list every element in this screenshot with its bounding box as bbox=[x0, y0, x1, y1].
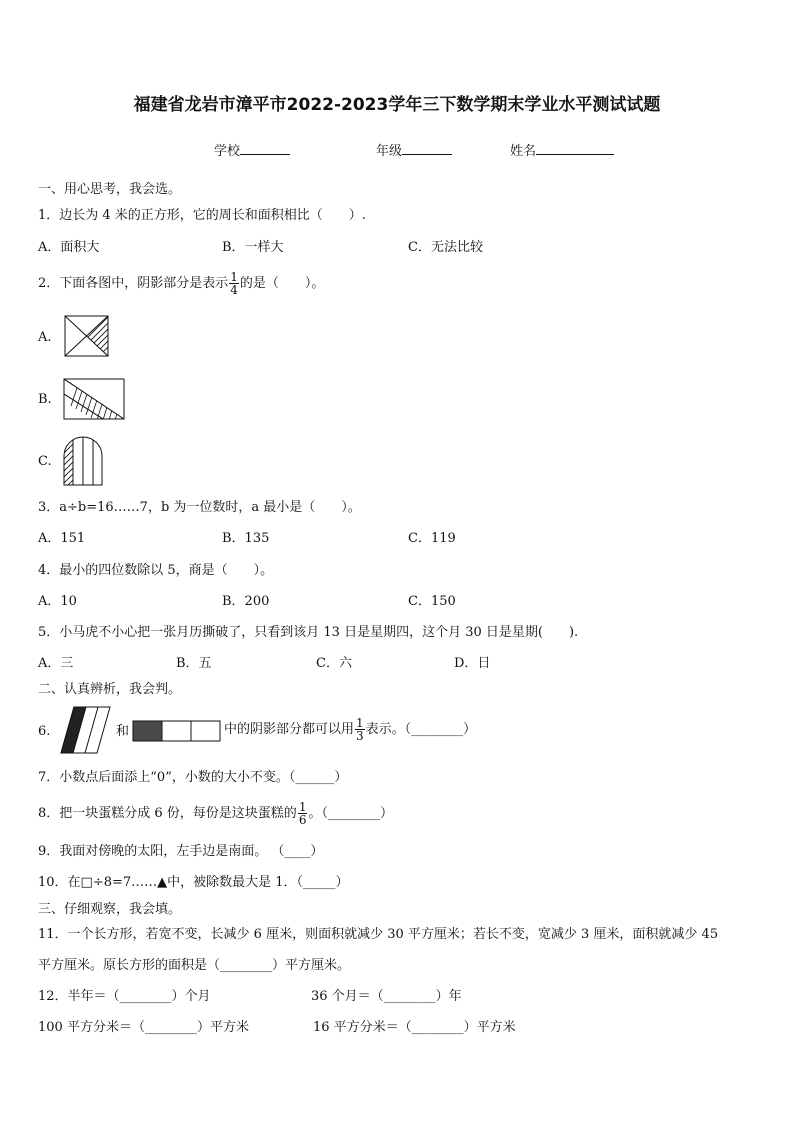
q6-figure-bar bbox=[132, 720, 222, 742]
q12-part-a: 12．半年＝（________）个月 bbox=[38, 989, 211, 1004]
q1-option-a[interactable]: A．面积大 bbox=[38, 240, 100, 255]
q5-text: 5．小马虎不小心把一张月历撕破了，只看到该月 13 日是星期四，这个月 30 日是星期( ). bbox=[38, 625, 579, 640]
q3-option-a[interactable]: A．151 bbox=[38, 531, 86, 546]
q9-text: 9．我面对傍晚的太阳，左手边是南面。 （____） bbox=[38, 844, 324, 859]
q1-option-c[interactable]: C．无法比较 bbox=[408, 240, 483, 255]
q12-part-c: 100 平方分米＝（________）平方米 bbox=[38, 1020, 249, 1035]
q11-line-1: 11．一个长方形，若宽不变，长减少 6 厘米，则面积就减少 30 平方厘米；若长不变，宽减少 3 厘米，面积就减少 45 bbox=[38, 927, 719, 942]
q6-text-mid: 中的阴影部分都可以用 bbox=[224, 722, 355, 737]
q2-fraction bbox=[229, 271, 239, 296]
q2-figure-b bbox=[63, 378, 126, 420]
q6-text bbox=[224, 712, 476, 748]
q5-option-a[interactable]: A．三 bbox=[38, 656, 74, 671]
q6-label: 6. bbox=[38, 724, 51, 739]
q5-option-b[interactable]: B．五 bbox=[176, 656, 212, 671]
q8-fraction bbox=[298, 801, 308, 826]
q6-text-post: 表示。（________） bbox=[365, 722, 477, 737]
grade-field bbox=[376, 142, 452, 160]
q2-option-c[interactable]: C. bbox=[38, 454, 52, 469]
q8-text-pre: 8．把一块蛋糕分成 6 份，每份是这块蛋糕的 bbox=[38, 806, 297, 821]
grade-label: 年级 bbox=[376, 144, 403, 159]
q10-text: 10．在□÷8=7……▲中，被除数最大是 1．（_____） bbox=[38, 875, 349, 890]
q5-option-d[interactable]: D．日 bbox=[454, 656, 491, 671]
q6-figure-parallelogram bbox=[60, 706, 112, 754]
q5-option-c[interactable]: C．六 bbox=[316, 656, 352, 671]
q2-fraction-denominator: 4 bbox=[230, 283, 238, 297]
q4-option-c[interactable]: C．150 bbox=[408, 594, 456, 609]
q2-text-pre: 2．下面各图中，阴影部分是表示 bbox=[38, 276, 229, 291]
q8-fraction-denominator: 6 bbox=[298, 813, 307, 827]
q1-option-b[interactable]: B．一样大 bbox=[222, 240, 284, 255]
q2-option-a[interactable]: A. bbox=[38, 330, 52, 345]
school-blank[interactable] bbox=[240, 142, 290, 155]
q3-option-c[interactable]: C．119 bbox=[408, 531, 456, 546]
q2-text-post: 的是（ ）。 bbox=[239, 276, 325, 291]
q6-fraction bbox=[355, 717, 365, 742]
grade-blank[interactable] bbox=[402, 142, 452, 155]
q12-part-b: 36 个月＝（________）年 bbox=[311, 989, 462, 1004]
q1-text: 1．边长为 4 米的正方形，它的周长和面积相比（ ）. bbox=[38, 208, 366, 223]
q3-text: 3．a÷b=16……7，b 为一位数时，a 最小是（ ）。 bbox=[38, 500, 361, 515]
name-label: 姓名 bbox=[510, 144, 537, 159]
q2-figure-c bbox=[63, 436, 103, 486]
q8-text-post: 。（________） bbox=[308, 806, 393, 821]
page-title: 福建省龙岩市漳平市2022-2023学年三下数学期末学业水平测试试题 bbox=[133, 95, 661, 115]
q11-line-2: 平方厘米。原长方形的面积是（________）平方厘米。 bbox=[38, 958, 351, 973]
q12-part-d: 16 平方分米＝（________）平方米 bbox=[313, 1020, 516, 1035]
q2-option-b[interactable]: B. bbox=[38, 392, 52, 407]
q2-text bbox=[38, 266, 324, 302]
q8-text bbox=[38, 796, 393, 832]
q2-figure-a bbox=[64, 315, 110, 357]
q4-option-a[interactable]: A．10 bbox=[38, 594, 77, 609]
q8-fraction-numerator: 1 bbox=[298, 800, 307, 814]
q6-fraction-denominator: 3 bbox=[356, 729, 364, 743]
q7-text: 7．小数点后面添上“0”，小数的大小不变。（______） bbox=[38, 770, 348, 785]
q6-fraction-numerator: 1 bbox=[356, 716, 364, 730]
section-2-heading: 二、认真辨析，我会判。 bbox=[38, 682, 182, 697]
name-blank[interactable] bbox=[536, 142, 614, 155]
section-3-heading: 三、仔细观察，我会填。 bbox=[38, 902, 182, 917]
q2-fraction-numerator: 1 bbox=[230, 270, 238, 284]
q3-option-b[interactable]: B．135 bbox=[222, 531, 270, 546]
school-label: 学校 bbox=[214, 144, 241, 159]
q6-and: 和 bbox=[116, 724, 130, 739]
school-field bbox=[214, 142, 290, 160]
q4-text: 4．最小的四位数除以 5，商是（ ）。 bbox=[38, 563, 274, 578]
name-field bbox=[510, 142, 614, 160]
section-1-heading: 一、用心思考，我会选。 bbox=[38, 182, 182, 197]
q4-option-b[interactable]: B．200 bbox=[222, 594, 270, 609]
